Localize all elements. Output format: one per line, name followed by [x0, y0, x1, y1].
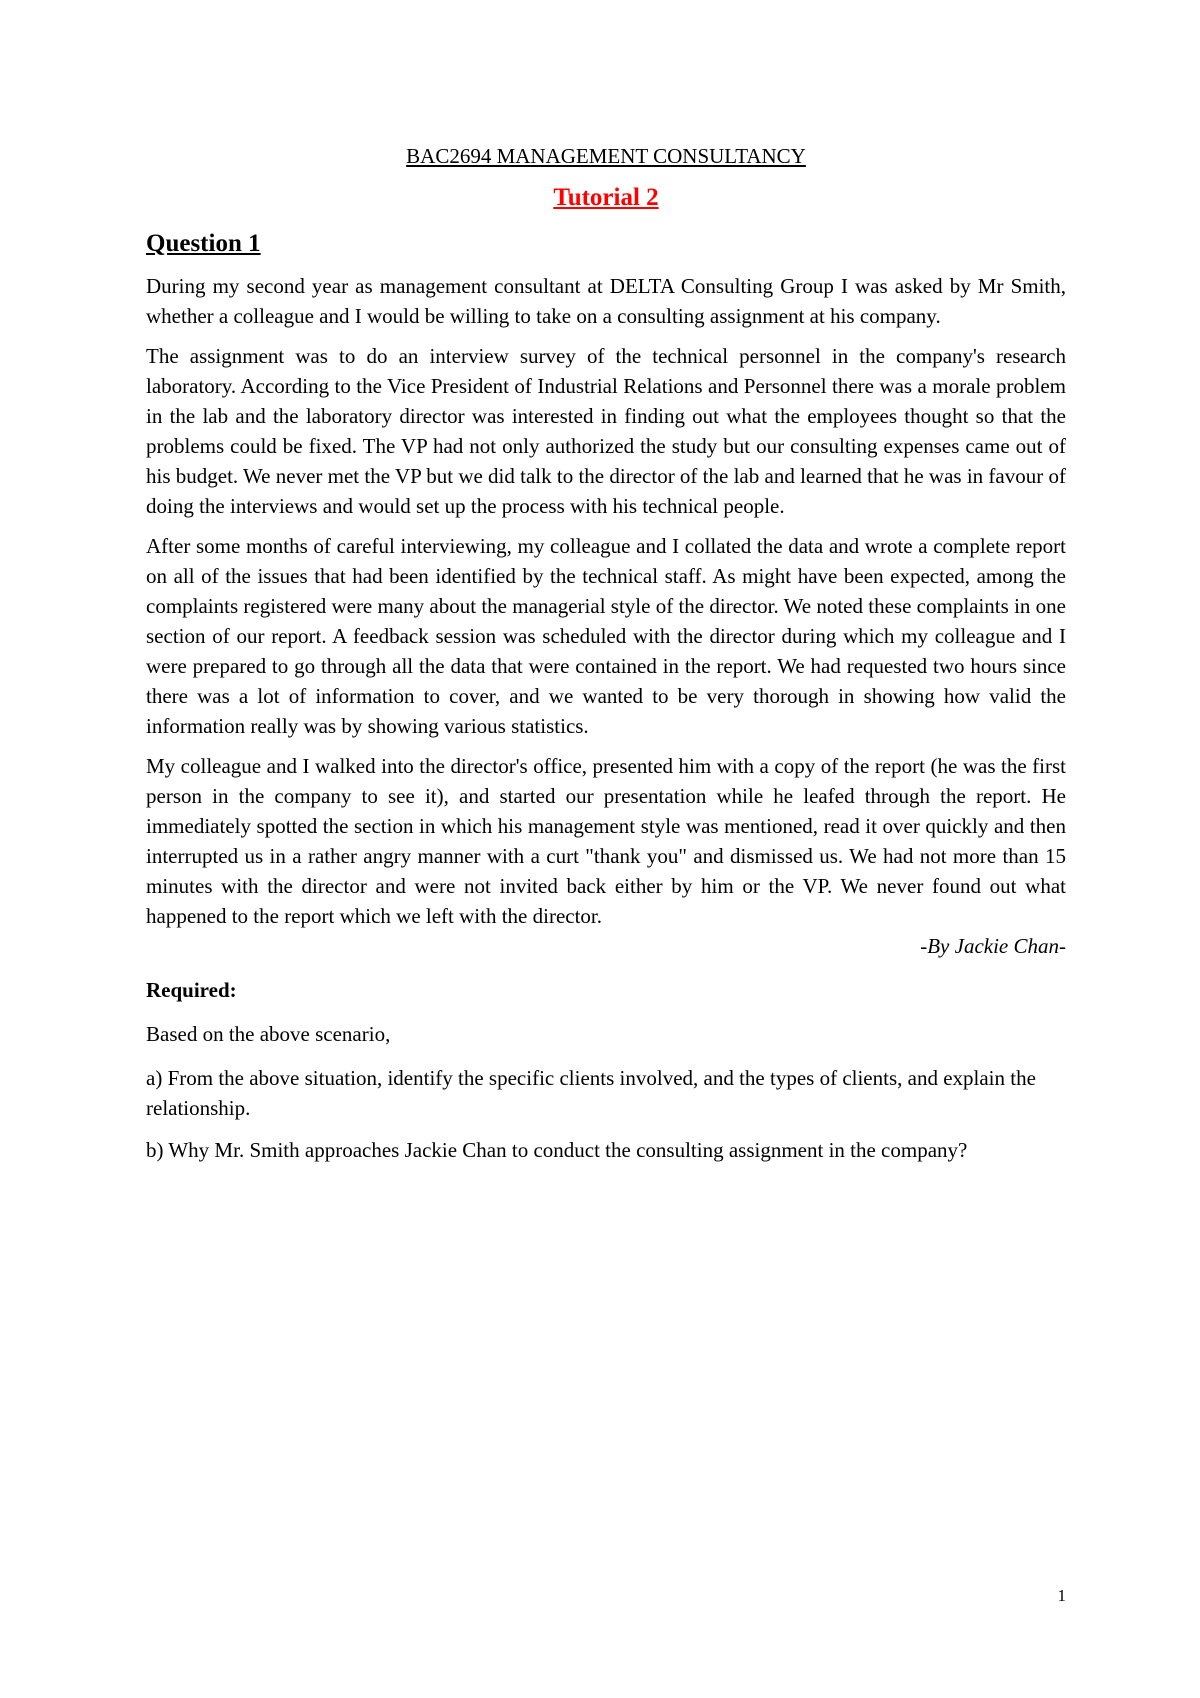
author-signature: -By Jackie Chan-	[920, 934, 1066, 958]
scenario-paragraph-3: After some months of careful interviewing, my colleague and I collated the data and wrote a complete report on all of the issues that had been identified by the technical staff. As might have been expected, among the complaints registered were many about the managerial style of the director. We noted these complaints in one section of our report. A feedback session was scheduled with the director during which my colleague and I were prepared to go through all the data that were contained in the report. We had requested two hours since there was a lot of information to cover, and we wanted to be very thorough in showing how valid the information really was by showing various statistics.	[146, 534, 1066, 738]
scenario-intro: Based on the above scenario,	[146, 1022, 391, 1046]
question-heading: Question 1	[146, 230, 261, 257]
scenario-paragraph-4: My colleague and I walked into the director's office, presented him with a copy of the report (he was the first person in the company to see it), and started our presentation while he leafed through the report. He immediately spotted the section in which his management style was mentioned, read it over quickly and then interrupted us in a rather angry manner with a curt "thank you" and dismissed us. We had not more than 15 minutes with the director and were not invited back either by him or the VP. We never found out what happened to the report which we left with the director.	[146, 754, 1066, 928]
question-item-b: b) Why Mr. Smith approaches Jackie Chan to conduct the consulting assignment in the company?	[146, 1138, 968, 1162]
scenario-paragraph-2: The assignment was to do an interview survey of the technical personnel in the company's research laboratory. According to the Vice President of Industrial Relations and Personnel there was a morale problem in the lab and the laboratory director was interested in finding out what the employees thought so that the problems could be fixed. The VP had not only authorized the study but our consulting expenses came out of his budget. We never met the VP but we did talk to the director of the lab and learned that he was in favour of doing the interviews and would set up the process with his technical people.	[146, 344, 1066, 518]
scenario-paragraph-1: During my second year as management consultant at DELTA Consulting Group I was asked by Mr Smith, whether a colleague and I would be willing to take on a consulting assignment at his company.	[146, 274, 1066, 328]
course-title: BAC2694 MANAGEMENT CONSULTANCY	[406, 144, 806, 168]
document-content	[146, 143, 1066, 1177]
question-item-a: a) From the above situation, identify the specific clients involved, and the types of clients, and explain the relationship.	[146, 1066, 1036, 1120]
page-number: 1	[1057, 1586, 1066, 1605]
required-label: Required:	[146, 978, 237, 1002]
tutorial-title: Tutorial 2	[553, 184, 659, 211]
